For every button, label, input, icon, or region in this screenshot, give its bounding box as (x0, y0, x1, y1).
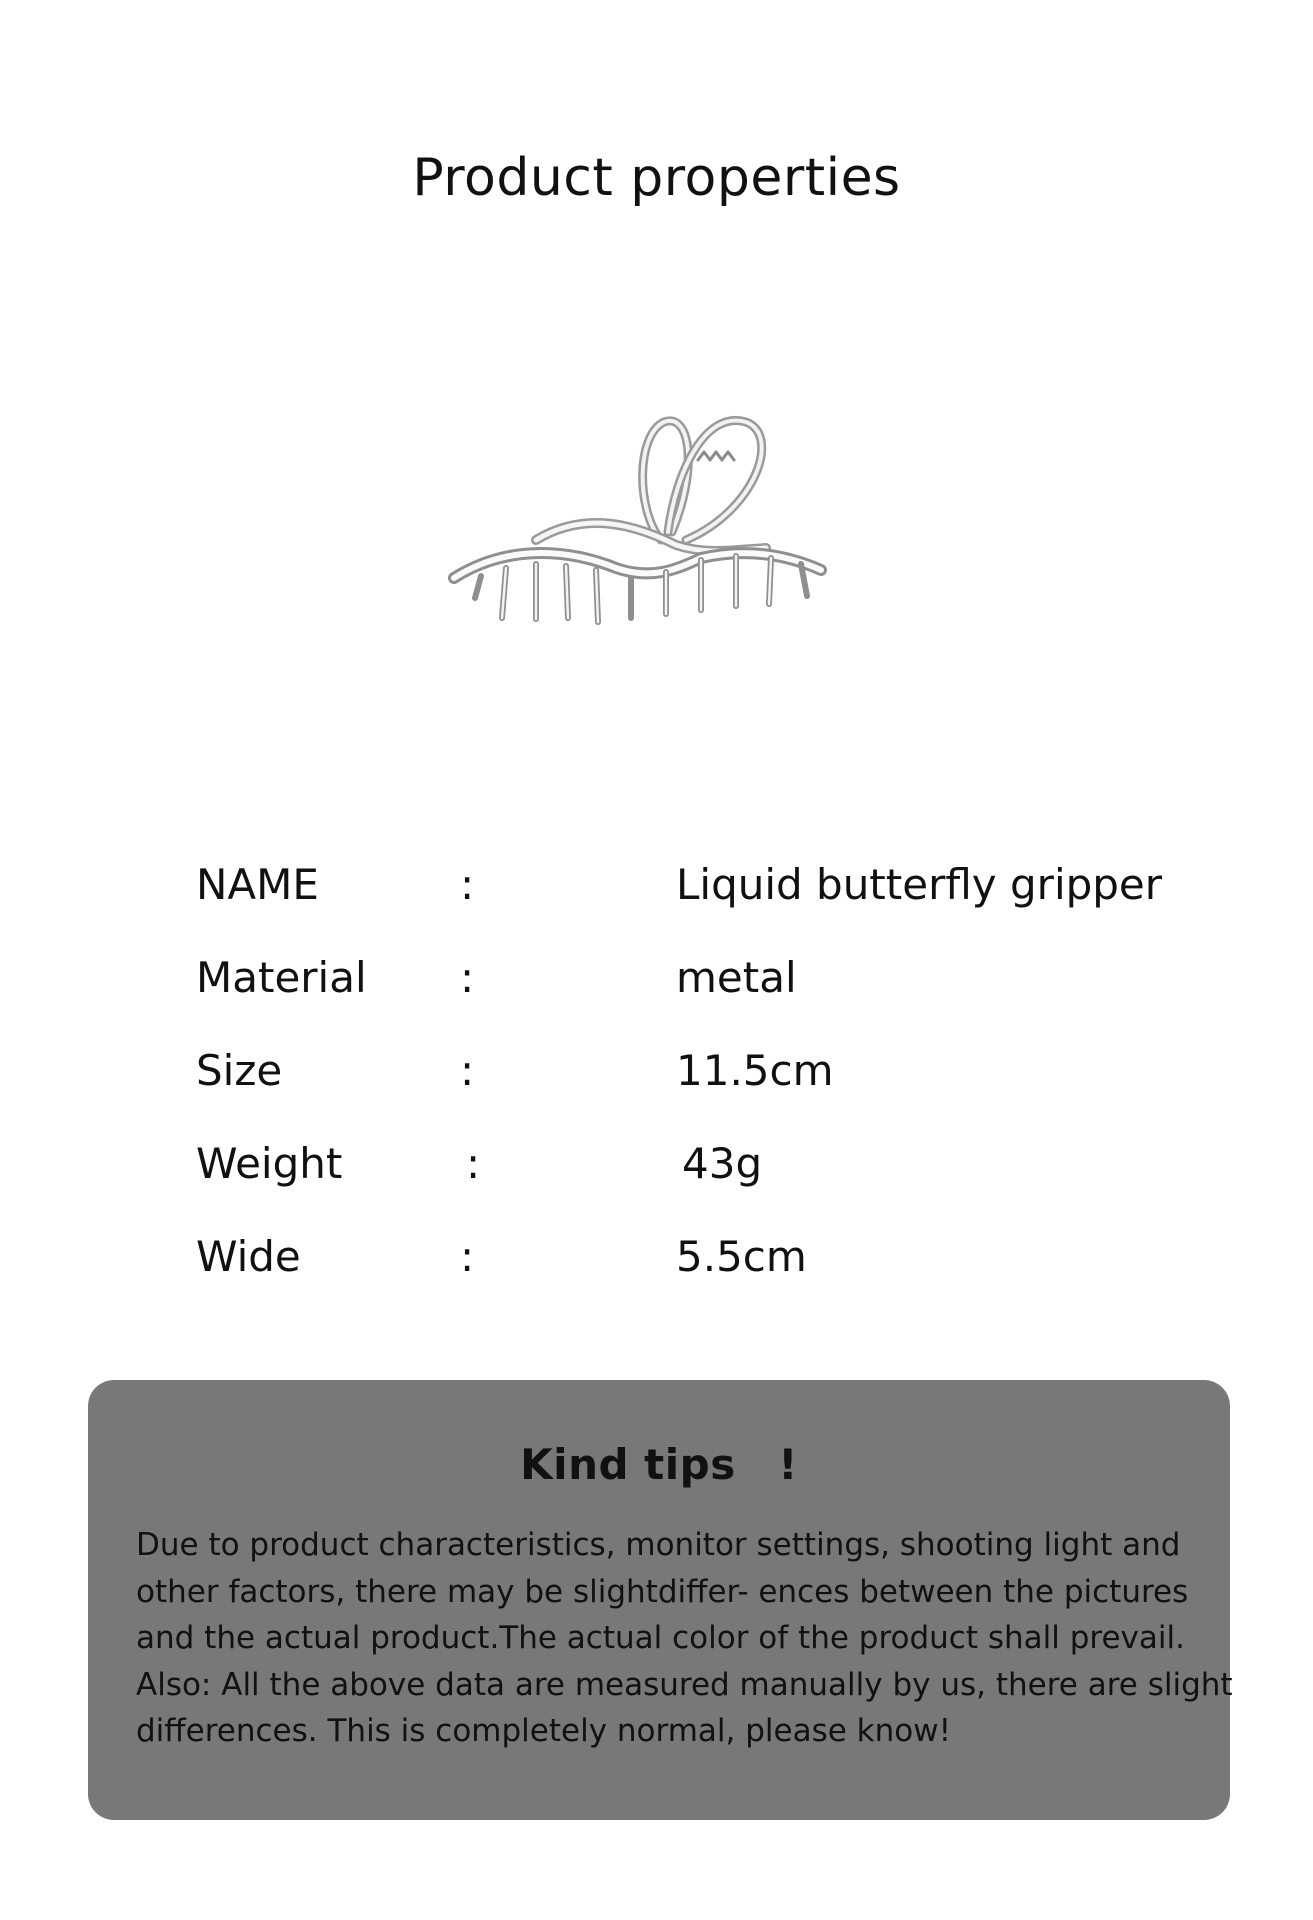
property-separator: : (460, 1046, 475, 1095)
tips-line: differences. This is completely normal, please know! (136, 1713, 952, 1749)
property-row-size (196, 1046, 1196, 1139)
property-separator: : (460, 953, 475, 1002)
property-label: NAME (196, 860, 319, 909)
tips-line: other factors, there may be slightdiffer- ences between the pictures (136, 1573, 1189, 1610)
property-value: Liquid butterfly gripper (676, 860, 1163, 909)
property-row-wide (196, 1232, 1196, 1325)
property-row-material (196, 953, 1196, 1046)
kind-tips-box (88, 1380, 1233, 1820)
properties-table (196, 860, 1196, 1325)
tips-line: and the actual product.The actual color of the product shall prevail. (136, 1620, 1185, 1656)
property-separator: : (466, 1139, 481, 1188)
kind-tips-text (136, 1522, 1233, 1755)
property-value: 11.5cm (676, 1046, 834, 1095)
property-label: Weight (196, 1139, 343, 1188)
property-label: Wide (196, 1232, 301, 1281)
property-value: 5.5cm (676, 1232, 807, 1281)
hair-claw-clip-icon (436, 400, 856, 650)
property-label: Material (196, 953, 367, 1002)
property-separator: : (460, 1232, 475, 1281)
property-row-name (196, 860, 1196, 953)
property-label: Size (196, 1046, 283, 1095)
tips-line: Due to product characteristics, monitor settings, shooting light and (136, 1527, 1181, 1563)
tips-line: Also: All the above data are measured manually by us, there are slight (136, 1666, 1233, 1703)
property-value: 43g (682, 1139, 763, 1188)
property-value: metal (676, 953, 797, 1002)
kind-tips-title: Kind tips ! (520, 1440, 798, 1489)
page-title: Product properties (412, 148, 901, 208)
property-row-weight (196, 1139, 1196, 1232)
property-separator: : (460, 860, 475, 909)
